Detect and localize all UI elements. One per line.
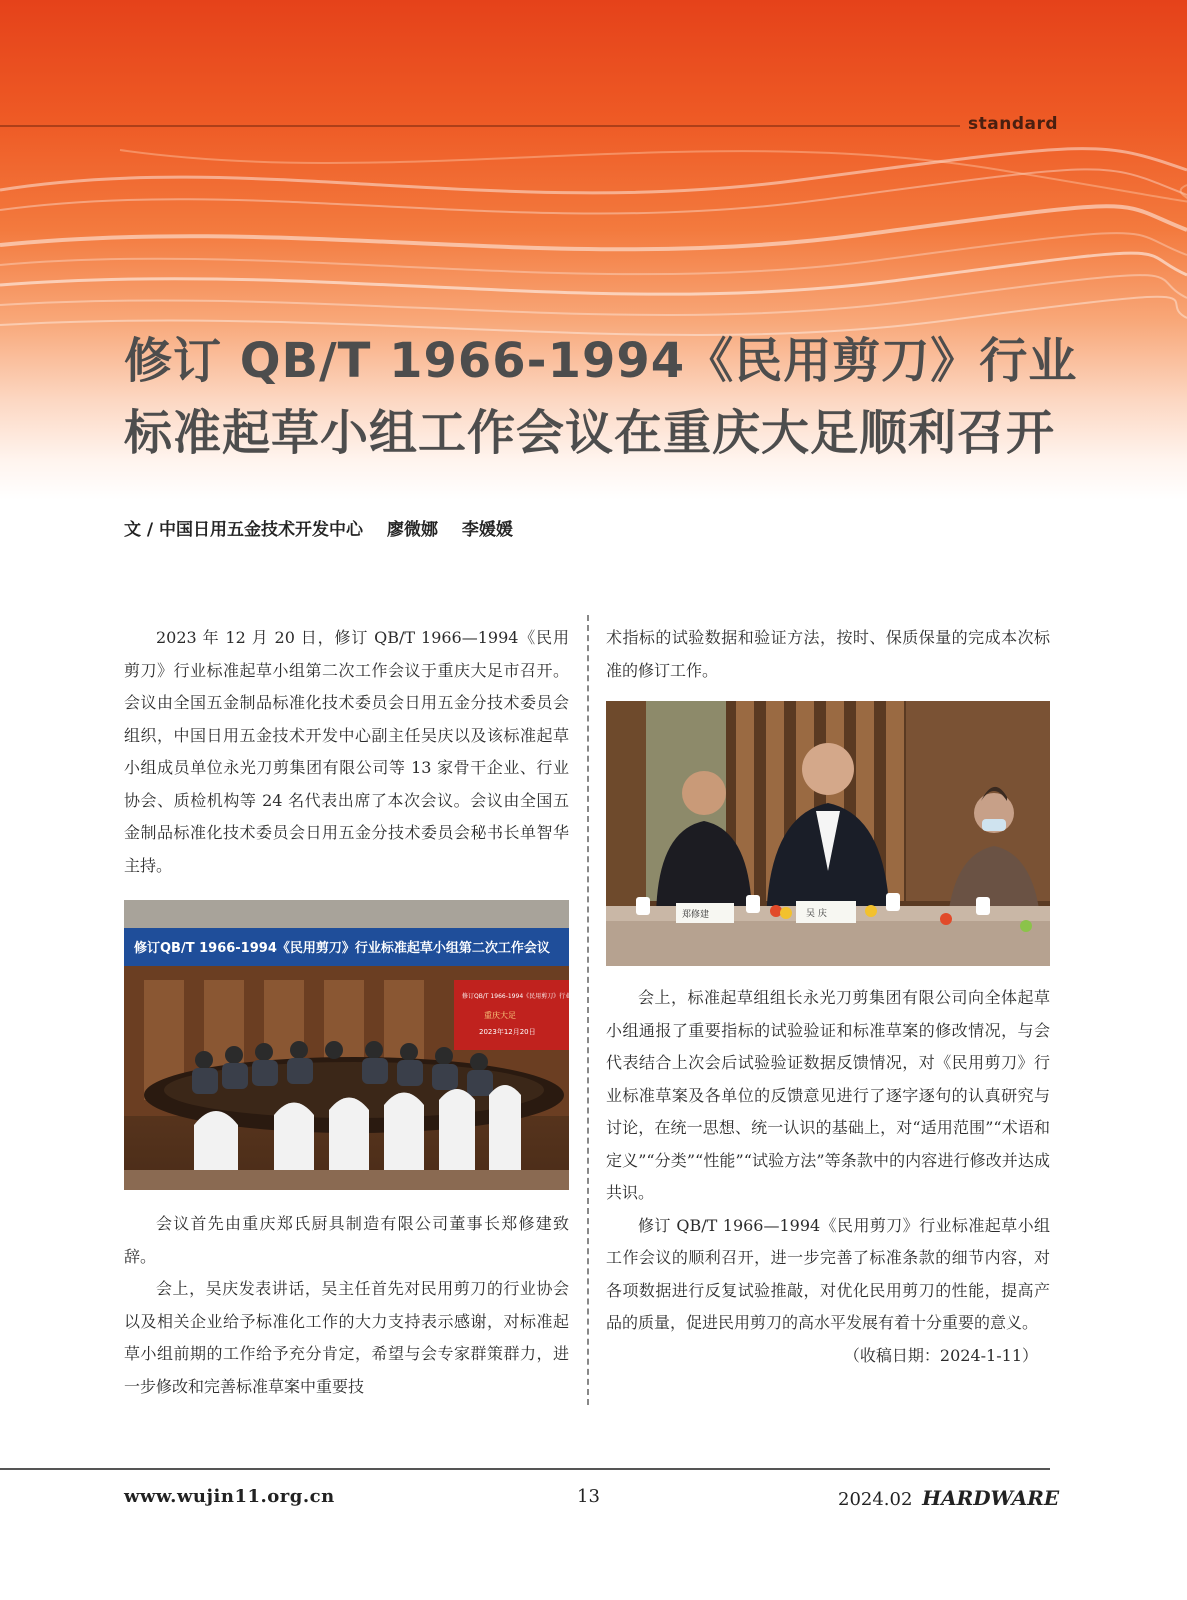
nameplate-center-text: 吴 庆 <box>806 909 827 919</box>
byline <box>124 515 531 540</box>
column-divider <box>587 615 589 1405</box>
screen-subtitle: 重庆大足 <box>484 1011 516 1020</box>
column-left <box>124 622 650 1403</box>
footer-issue <box>838 1486 1059 1510</box>
magazine-name: HARDWARE <box>922 1486 1060 1510</box>
column-right <box>606 622 1050 1372</box>
received-date: （收稿日期：2024-1-11） <box>843 1345 1038 1365</box>
title-line-1: 修订 QB/T 1966-1994《民用剪刀》行业 <box>124 333 1078 389</box>
paragraph: 术指标的试验数据和验证方法，按时、保质保量的完成本次标准的修订工作。 <box>606 628 1050 680</box>
paragraph: 修订 QB/T 1966—1994《民用剪刀》行业标准起草小组工作会议的顺利召开，进一步完善了标准条款的细节内容，对各项数据进行反复试验推敲，对优化民用剪刀的性能，提高产品的质量，促进民用剪刀的高水平发展有着十分重要的意义。 <box>606 1215 1050 1332</box>
footer-url: www.wujin11.org.cn <box>124 1486 335 1507</box>
photo-banner-text: 修订QB/T 1966-1994《民用剪刀》行业标准起草小组第二次工作会议 <box>134 941 550 956</box>
paragraph: 会上，吴庆发表讲话，吴主任首先对民用剪刀的行业协会以及相关企业给予标准化工作的大力支持表示感谢，对标准起草小组前期的工作给予充分肯定，希望与会专家群策群力，进一步修改和完善标准草案中重要技 <box>124 1279 569 1396</box>
screen-date: 2023年12月20日 <box>479 1028 536 1036</box>
speakers-photo <box>606 701 1050 966</box>
section-tag: standard <box>968 114 1059 134</box>
screen-title: 修订QB/T 1966-1994《民用剪刀》行业标准起草小组第二次工作会议 <box>462 993 650 1000</box>
meeting-room-photo <box>124 900 650 1190</box>
title-line-2: 标准起草小组工作会议在重庆大足顺利召开 <box>124 405 1056 461</box>
nameplate-left-text: 郑修建 <box>682 910 710 920</box>
paragraph: 会议首先由重庆郑氏厨具制造有限公司董事长郑修建致辞。 <box>124 1214 569 1266</box>
byline-author-1: 廖微娜 <box>386 520 438 540</box>
header-rule <box>0 125 960 127</box>
byline-author-2: 李媛媛 <box>461 520 513 540</box>
footer-rule <box>0 1468 1050 1470</box>
paragraph: 2023 年 12 月 20 日，修订 QB/T 1966—1994《民用剪刀》行业标准起草小组第二次工作会议于重庆大足市召开。会议由全国五金制品标准化技术委员会日用五金分技术委员会组织，中国日用五金技术开发中心副主任吴庆以及该标准起草小组成员单位永光刀剪集团有限公司等 13 家骨干企业、行业协会、质检机构等 24 名代表出席了本次会议。会议由全国五金制品标准化技术委员会日用五金分技术委员会秘书长单智华主持。 <box>124 628 569 875</box>
issue-number: 2024.02 <box>838 1489 913 1510</box>
article-title <box>124 325 1078 469</box>
page-number: 13 <box>577 1486 600 1507</box>
paragraph: 会上，标准起草组组长永光刀剪集团有限公司向全体起草小组通报了重要指标的试验验证和标准草案的修改情况，与会代表结合上次会后试验验证数据反馈情况，对《民用剪刀》行业标准草案及各单位的反馈意见进行了逐字逐句的认真研究与讨论，在统一思想、统一认识的基础上，对“适用范围”“术语和定义”“分类”“性能”“试验方法”等条款中的内容进行修改并达成共识。 <box>606 988 1050 1202</box>
byline-affiliation: 文 / 中国日用五金技术开发中心 <box>124 520 364 540</box>
